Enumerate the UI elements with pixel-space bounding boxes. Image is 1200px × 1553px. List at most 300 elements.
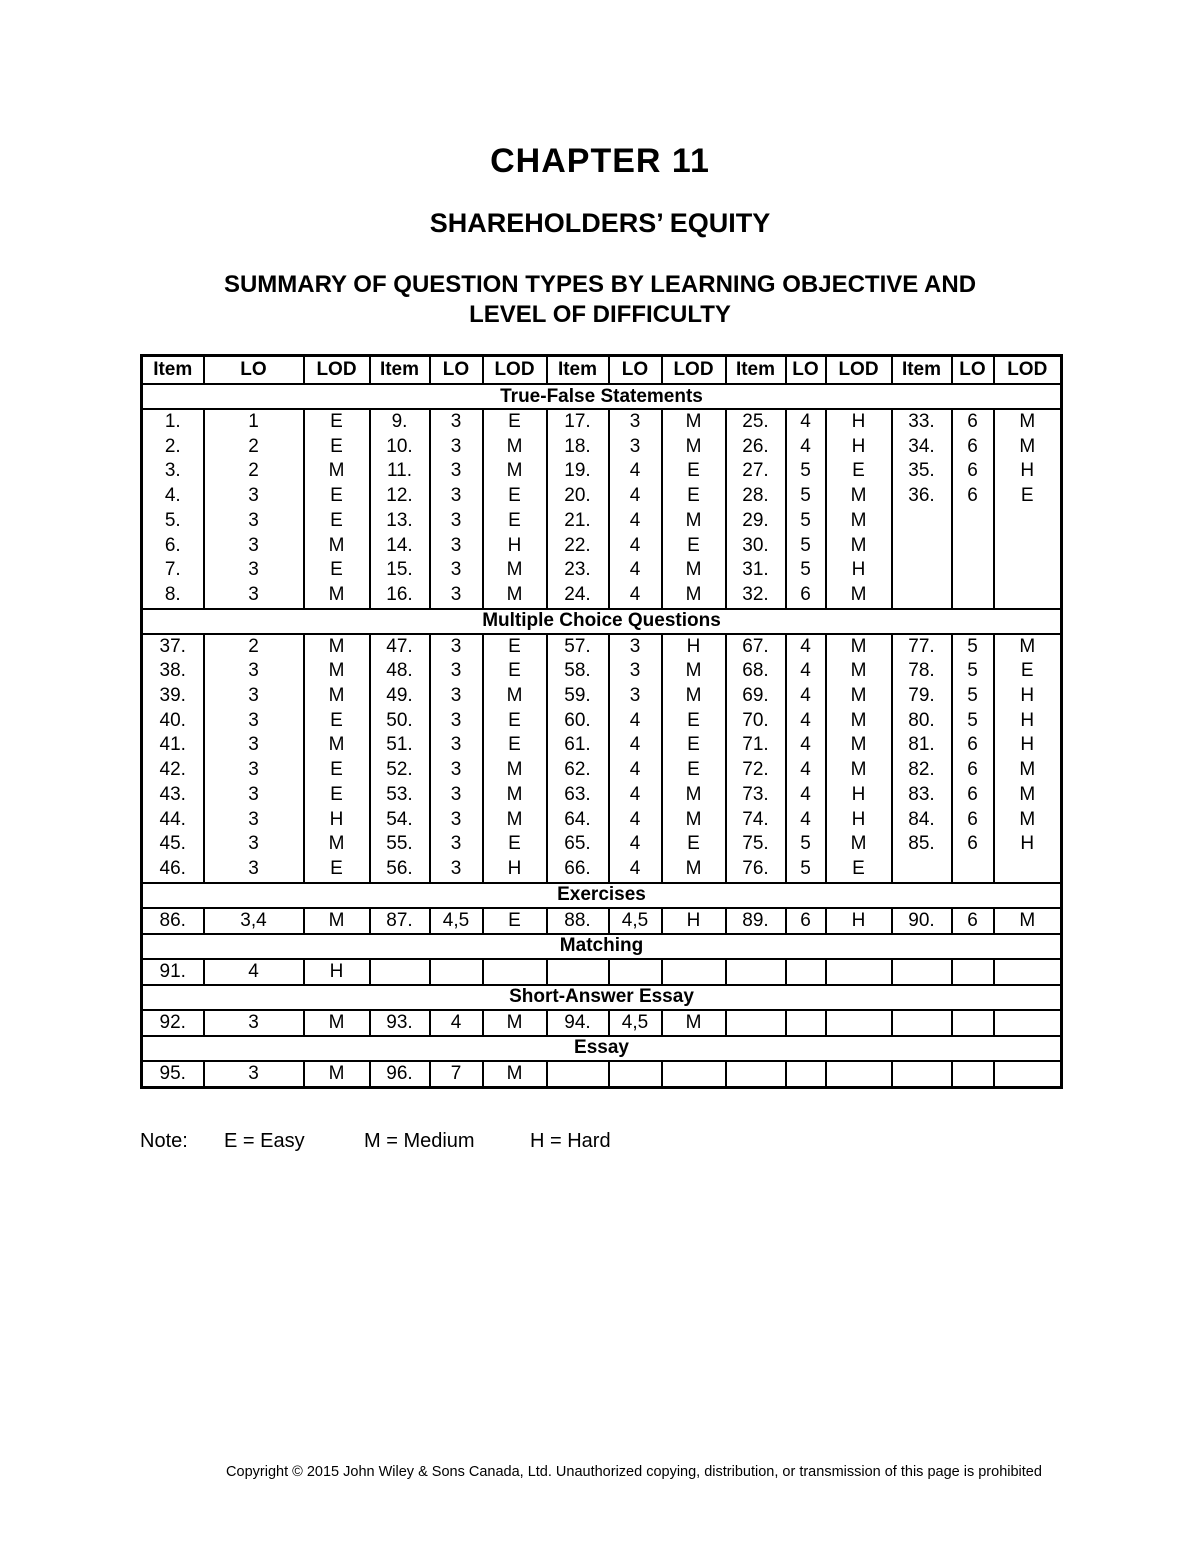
table-cell bbox=[952, 583, 994, 609]
table-cell: 38. bbox=[142, 659, 204, 684]
table-cell: 52. bbox=[370, 758, 430, 783]
table-cell: 6 bbox=[952, 832, 994, 857]
column-header: LO bbox=[204, 356, 304, 385]
table-cell: 3 bbox=[430, 709, 483, 734]
table-cell: E bbox=[662, 832, 726, 857]
table-cell: 4 bbox=[786, 709, 826, 734]
table-cell: 7 bbox=[430, 1061, 483, 1088]
table-cell bbox=[994, 534, 1062, 559]
table-row bbox=[142, 733, 1062, 758]
table-row bbox=[142, 509, 1062, 534]
table-cell: M bbox=[304, 1010, 370, 1036]
table-cell: 3 bbox=[430, 409, 483, 435]
table-cell: 6 bbox=[952, 409, 994, 435]
table-cell: M bbox=[304, 634, 370, 660]
table-cell bbox=[430, 959, 483, 985]
table-row bbox=[142, 558, 1062, 583]
table-cell: 3 bbox=[204, 808, 304, 833]
table-cell: H bbox=[662, 908, 726, 934]
table-cell: 5 bbox=[952, 684, 994, 709]
table-cell: 19. bbox=[547, 459, 609, 484]
table-cell bbox=[994, 857, 1062, 883]
table-cell: 3 bbox=[204, 558, 304, 583]
table-cell: 58. bbox=[547, 659, 609, 684]
column-header: LO bbox=[952, 356, 994, 385]
table-cell: M bbox=[826, 733, 892, 758]
table-cell bbox=[483, 959, 547, 985]
table-cell: 94. bbox=[547, 1010, 609, 1036]
table-cell: 72. bbox=[726, 758, 786, 783]
table-cell bbox=[994, 959, 1062, 985]
table-cell bbox=[892, 509, 952, 534]
table-cell bbox=[786, 959, 826, 985]
table-cell: 3 bbox=[430, 509, 483, 534]
table-cell bbox=[726, 959, 786, 985]
table-cell bbox=[952, 509, 994, 534]
table-cell: 6 bbox=[952, 484, 994, 509]
table-cell: 67. bbox=[726, 634, 786, 660]
table-cell: 23. bbox=[547, 558, 609, 583]
section-header-row bbox=[142, 985, 1062, 1010]
table-cell: 45. bbox=[142, 832, 204, 857]
table-cell: 3 bbox=[204, 832, 304, 857]
table-cell: E bbox=[304, 409, 370, 435]
table-cell: 74. bbox=[726, 808, 786, 833]
table-cell bbox=[994, 509, 1062, 534]
table-cell: 36. bbox=[892, 484, 952, 509]
table-cell: E bbox=[304, 484, 370, 509]
table-cell: 3 bbox=[430, 435, 483, 460]
table-cell: 43. bbox=[142, 783, 204, 808]
column-header: Item bbox=[547, 356, 609, 385]
table-cell: H bbox=[994, 832, 1062, 857]
table-cell: H bbox=[994, 709, 1062, 734]
table-cell bbox=[952, 1010, 994, 1036]
table-cell: 95. bbox=[142, 1061, 204, 1088]
table-cell bbox=[370, 959, 430, 985]
legend-medium: M = Medium bbox=[364, 1130, 475, 1152]
table-cell: M bbox=[826, 509, 892, 534]
table-cell: 3 bbox=[430, 733, 483, 758]
table-cell: 6 bbox=[786, 908, 826, 934]
column-header: LOD bbox=[304, 356, 370, 385]
table-cell: 3 bbox=[430, 832, 483, 857]
table-cell: M bbox=[994, 409, 1062, 435]
table-cell bbox=[952, 558, 994, 583]
table-cell: E bbox=[662, 709, 726, 734]
table-cell: M bbox=[994, 783, 1062, 808]
table-cell: 3,4 bbox=[204, 908, 304, 934]
table-cell bbox=[892, 857, 952, 883]
table-cell: M bbox=[483, 808, 547, 833]
table-cell: E bbox=[483, 709, 547, 734]
table-cell: 47. bbox=[370, 634, 430, 660]
table-cell: 3 bbox=[204, 583, 304, 609]
table-cell: 6 bbox=[952, 435, 994, 460]
table-cell: E bbox=[662, 733, 726, 758]
table-cell: M bbox=[483, 435, 547, 460]
header-row bbox=[142, 356, 1062, 385]
table-cell: 4 bbox=[609, 832, 662, 857]
table-cell: E bbox=[483, 733, 547, 758]
table-cell: H bbox=[826, 783, 892, 808]
table-cell: 83. bbox=[892, 783, 952, 808]
table-cell: 92. bbox=[142, 1010, 204, 1036]
table-cell: 3 bbox=[609, 435, 662, 460]
table-cell: 6 bbox=[952, 783, 994, 808]
table-cell bbox=[994, 1061, 1062, 1088]
table-cell: 7. bbox=[142, 558, 204, 583]
section-title: Short-Answer Essay bbox=[142, 985, 1062, 1010]
table-cell bbox=[994, 1010, 1062, 1036]
table-cell: M bbox=[304, 832, 370, 857]
table-row bbox=[142, 659, 1062, 684]
table-cell: E bbox=[483, 484, 547, 509]
difficulty-legend bbox=[140, 1130, 611, 1153]
table-cell: 4 bbox=[609, 783, 662, 808]
table-cell: 3 bbox=[204, 509, 304, 534]
table-row bbox=[142, 783, 1062, 808]
table-cell: M bbox=[826, 832, 892, 857]
table-cell: M bbox=[662, 1010, 726, 1036]
table-cell: 3 bbox=[204, 684, 304, 709]
table-cell: M bbox=[483, 459, 547, 484]
table-cell: 49. bbox=[370, 684, 430, 709]
table-cell: M bbox=[304, 684, 370, 709]
table-cell bbox=[892, 558, 952, 583]
table-cell: M bbox=[304, 659, 370, 684]
table-cell: 16. bbox=[370, 583, 430, 609]
table-cell: 3 bbox=[204, 783, 304, 808]
table-cell: 90. bbox=[892, 908, 952, 934]
table-cell: 84. bbox=[892, 808, 952, 833]
table-cell: 17. bbox=[547, 409, 609, 435]
table-cell: 65. bbox=[547, 832, 609, 857]
table-cell: 3 bbox=[430, 534, 483, 559]
table-cell: M bbox=[994, 758, 1062, 783]
table-cell: H bbox=[304, 959, 370, 985]
summary-heading-line1: SUMMARY OF QUESTION TYPES BY LEARNING OBJECTIVE AND bbox=[223, 271, 977, 298]
table-cell: 5 bbox=[786, 484, 826, 509]
table-cell: E bbox=[304, 558, 370, 583]
table-cell: E bbox=[662, 484, 726, 509]
table-cell bbox=[994, 558, 1062, 583]
table-cell: 4 bbox=[609, 808, 662, 833]
table-cell: 66. bbox=[547, 857, 609, 883]
table-cell: 3 bbox=[204, 659, 304, 684]
table-row bbox=[142, 832, 1062, 857]
table-cell: M bbox=[826, 758, 892, 783]
table-cell: 4 bbox=[609, 459, 662, 484]
table-cell: 4 bbox=[430, 1010, 483, 1036]
table-cell: M bbox=[662, 509, 726, 534]
table-cell: M bbox=[304, 459, 370, 484]
table-cell bbox=[826, 1061, 892, 1088]
table-cell: E bbox=[994, 659, 1062, 684]
table-cell: 77. bbox=[892, 634, 952, 660]
table-cell: 4 bbox=[609, 583, 662, 609]
table-cell: M bbox=[662, 558, 726, 583]
table-cell bbox=[609, 959, 662, 985]
table-cell: E bbox=[304, 509, 370, 534]
table-cell: 60. bbox=[547, 709, 609, 734]
table-cell bbox=[892, 1061, 952, 1088]
column-header: LOD bbox=[483, 356, 547, 385]
table-cell bbox=[786, 1010, 826, 1036]
table-cell: M bbox=[826, 684, 892, 709]
table-cell: E bbox=[304, 783, 370, 808]
table-cell: 3 bbox=[609, 684, 662, 709]
table-cell: M bbox=[826, 583, 892, 609]
table-cell: H bbox=[826, 435, 892, 460]
table-cell: 3 bbox=[430, 783, 483, 808]
table-cell: 35. bbox=[892, 459, 952, 484]
table-cell: H bbox=[826, 808, 892, 833]
table-cell: 15. bbox=[370, 558, 430, 583]
table-cell: 86. bbox=[142, 908, 204, 934]
table-row bbox=[142, 709, 1062, 734]
table-cell: E bbox=[483, 832, 547, 857]
table-cell: 33. bbox=[892, 409, 952, 435]
table-cell: 6. bbox=[142, 534, 204, 559]
summary-heading bbox=[0, 270, 1200, 330]
table-cell: 4 bbox=[609, 758, 662, 783]
table-row bbox=[142, 857, 1062, 883]
table-cell: 78. bbox=[892, 659, 952, 684]
table-cell: 5 bbox=[786, 558, 826, 583]
table-cell: M bbox=[662, 659, 726, 684]
table-cell: 69. bbox=[726, 684, 786, 709]
table-cell: 1 bbox=[204, 409, 304, 435]
column-header: Item bbox=[370, 356, 430, 385]
table-cell: 11. bbox=[370, 459, 430, 484]
column-header: Item bbox=[142, 356, 204, 385]
table-cell: M bbox=[662, 583, 726, 609]
table-cell: M bbox=[483, 1010, 547, 1036]
table-cell: 4 bbox=[609, 709, 662, 734]
table-cell: 5 bbox=[786, 534, 826, 559]
table-row bbox=[142, 959, 1062, 985]
table-cell: 75. bbox=[726, 832, 786, 857]
table-cell: 4 bbox=[609, 558, 662, 583]
table-cell: 51. bbox=[370, 733, 430, 758]
table-cell: 4 bbox=[786, 634, 826, 660]
column-header: Item bbox=[726, 356, 786, 385]
table-cell: E bbox=[826, 857, 892, 883]
question-summary-table bbox=[140, 354, 1063, 1089]
table-cell: 63. bbox=[547, 783, 609, 808]
table-cell: M bbox=[994, 808, 1062, 833]
table-cell: 61. bbox=[547, 733, 609, 758]
table-cell: 59. bbox=[547, 684, 609, 709]
table-cell: 46. bbox=[142, 857, 204, 883]
table-cell: E bbox=[483, 509, 547, 534]
table-cell: E bbox=[304, 435, 370, 460]
table-cell bbox=[892, 534, 952, 559]
section-title: Multiple Choice Questions bbox=[142, 609, 1062, 634]
table-cell: 3 bbox=[430, 758, 483, 783]
table-cell bbox=[952, 959, 994, 985]
table-cell: 5. bbox=[142, 509, 204, 534]
column-header: LO bbox=[430, 356, 483, 385]
table-cell: 29. bbox=[726, 509, 786, 534]
table-cell: 57. bbox=[547, 634, 609, 660]
table-cell: 5 bbox=[952, 709, 994, 734]
table-cell: 6 bbox=[786, 583, 826, 609]
table-cell: M bbox=[304, 733, 370, 758]
table-cell: 4 bbox=[786, 758, 826, 783]
table-cell: 3 bbox=[204, 709, 304, 734]
table-cell: 3 bbox=[430, 583, 483, 609]
table-cell bbox=[662, 1061, 726, 1088]
table-cell: M bbox=[483, 558, 547, 583]
table-cell: 4 bbox=[786, 409, 826, 435]
legend-easy: E = Easy bbox=[224, 1130, 305, 1152]
table-cell: 3 bbox=[204, 733, 304, 758]
table-cell: 40. bbox=[142, 709, 204, 734]
table-cell: 82. bbox=[892, 758, 952, 783]
table-cell: 28. bbox=[726, 484, 786, 509]
table-cell: 27. bbox=[726, 459, 786, 484]
table-cell: H bbox=[304, 808, 370, 833]
table-row bbox=[142, 808, 1062, 833]
table-row bbox=[142, 459, 1062, 484]
table-cell: M bbox=[826, 634, 892, 660]
section-header-row bbox=[142, 1036, 1062, 1061]
table-row bbox=[142, 534, 1062, 559]
summary-heading-line2: LEVEL OF DIFFICULTY bbox=[469, 301, 731, 328]
table-cell bbox=[952, 534, 994, 559]
table-cell: E bbox=[483, 409, 547, 435]
table-cell: M bbox=[994, 435, 1062, 460]
table-cell: M bbox=[826, 659, 892, 684]
table-cell: H bbox=[483, 857, 547, 883]
table-cell: M bbox=[483, 1061, 547, 1088]
table-cell: 70. bbox=[726, 709, 786, 734]
table-cell: 32. bbox=[726, 583, 786, 609]
table-cell: M bbox=[304, 583, 370, 609]
table-cell: 3 bbox=[204, 857, 304, 883]
table-cell: 22. bbox=[547, 534, 609, 559]
table-cell: 4 bbox=[609, 509, 662, 534]
table-cell: M bbox=[662, 808, 726, 833]
column-header: LOD bbox=[662, 356, 726, 385]
table-row bbox=[142, 583, 1062, 609]
table-cell: M bbox=[662, 684, 726, 709]
section-header-row bbox=[142, 883, 1062, 908]
table-cell: 6 bbox=[952, 808, 994, 833]
table-cell: 4 bbox=[609, 484, 662, 509]
table-cell: 20. bbox=[547, 484, 609, 509]
column-header: LOD bbox=[826, 356, 892, 385]
table-cell: 87. bbox=[370, 908, 430, 934]
table-cell: 41. bbox=[142, 733, 204, 758]
table-cell: 3 bbox=[430, 684, 483, 709]
table-cell: H bbox=[994, 459, 1062, 484]
table-cell: M bbox=[483, 684, 547, 709]
table-cell: 5 bbox=[786, 509, 826, 534]
table-cell: 5 bbox=[952, 659, 994, 684]
table-cell: M bbox=[826, 534, 892, 559]
table-cell: 2 bbox=[204, 634, 304, 660]
table-cell: 3 bbox=[204, 484, 304, 509]
table-cell: 79. bbox=[892, 684, 952, 709]
table-cell: 6 bbox=[952, 733, 994, 758]
table-cell: 4 bbox=[786, 659, 826, 684]
table-cell: 73. bbox=[726, 783, 786, 808]
table-cell: 4,5 bbox=[609, 908, 662, 934]
table-cell: M bbox=[304, 534, 370, 559]
table-cell: M bbox=[483, 758, 547, 783]
section-title: Exercises bbox=[142, 883, 1062, 908]
table-cell: 48. bbox=[370, 659, 430, 684]
table-cell: 4 bbox=[786, 733, 826, 758]
table-cell: 5 bbox=[952, 634, 994, 660]
column-header: Item bbox=[892, 356, 952, 385]
table-cell bbox=[726, 1061, 786, 1088]
table-cell: 3 bbox=[430, 808, 483, 833]
table-cell: 4 bbox=[786, 808, 826, 833]
table-cell: 3 bbox=[430, 634, 483, 660]
table-cell: E bbox=[662, 758, 726, 783]
table-cell: E bbox=[826, 459, 892, 484]
table-cell: 56. bbox=[370, 857, 430, 883]
table-cell: H bbox=[826, 558, 892, 583]
table-cell: 64. bbox=[547, 808, 609, 833]
table-cell: E bbox=[994, 484, 1062, 509]
table-cell: 37. bbox=[142, 634, 204, 660]
table-row bbox=[142, 409, 1062, 435]
table-cell: 39. bbox=[142, 684, 204, 709]
section-header-row bbox=[142, 609, 1062, 634]
table-cell: 18. bbox=[547, 435, 609, 460]
table-cell: M bbox=[994, 908, 1062, 934]
chapter-subject: SHAREHOLDERS’ EQUITY bbox=[429, 208, 771, 238]
table-cell: 91. bbox=[142, 959, 204, 985]
table-cell: 4 bbox=[204, 959, 304, 985]
table-cell: 24. bbox=[547, 583, 609, 609]
table-cell: E bbox=[662, 534, 726, 559]
table-cell: 3 bbox=[609, 634, 662, 660]
table-row bbox=[142, 758, 1062, 783]
table-cell: 93. bbox=[370, 1010, 430, 1036]
table-cell: 31. bbox=[726, 558, 786, 583]
table-cell: 2 bbox=[204, 459, 304, 484]
table-cell: 2. bbox=[142, 435, 204, 460]
table-cell: H bbox=[483, 534, 547, 559]
table-cell: 25. bbox=[726, 409, 786, 435]
table-row bbox=[142, 1061, 1062, 1088]
table-cell: 4 bbox=[609, 534, 662, 559]
table-cell bbox=[892, 1010, 952, 1036]
table-cell bbox=[826, 959, 892, 985]
table-cell: 4 bbox=[786, 783, 826, 808]
table-cell: 53. bbox=[370, 783, 430, 808]
table-cell bbox=[662, 959, 726, 985]
table-cell: 55. bbox=[370, 832, 430, 857]
table-cell: 10. bbox=[370, 435, 430, 460]
table-cell: M bbox=[662, 435, 726, 460]
table-cell: 4 bbox=[786, 435, 826, 460]
table-cell: 54. bbox=[370, 808, 430, 833]
table-cell: 3 bbox=[204, 758, 304, 783]
table-cell: E bbox=[483, 634, 547, 660]
copyright-footer: Copyright © 2015 John Wiley & Sons Canada, Ltd. Unauthorized copying, distribution, or transmission of this page is prohibited bbox=[226, 1464, 1042, 1480]
table-cell bbox=[547, 1061, 609, 1088]
table-row bbox=[142, 684, 1062, 709]
table-cell: E bbox=[304, 709, 370, 734]
table-cell bbox=[609, 1061, 662, 1088]
